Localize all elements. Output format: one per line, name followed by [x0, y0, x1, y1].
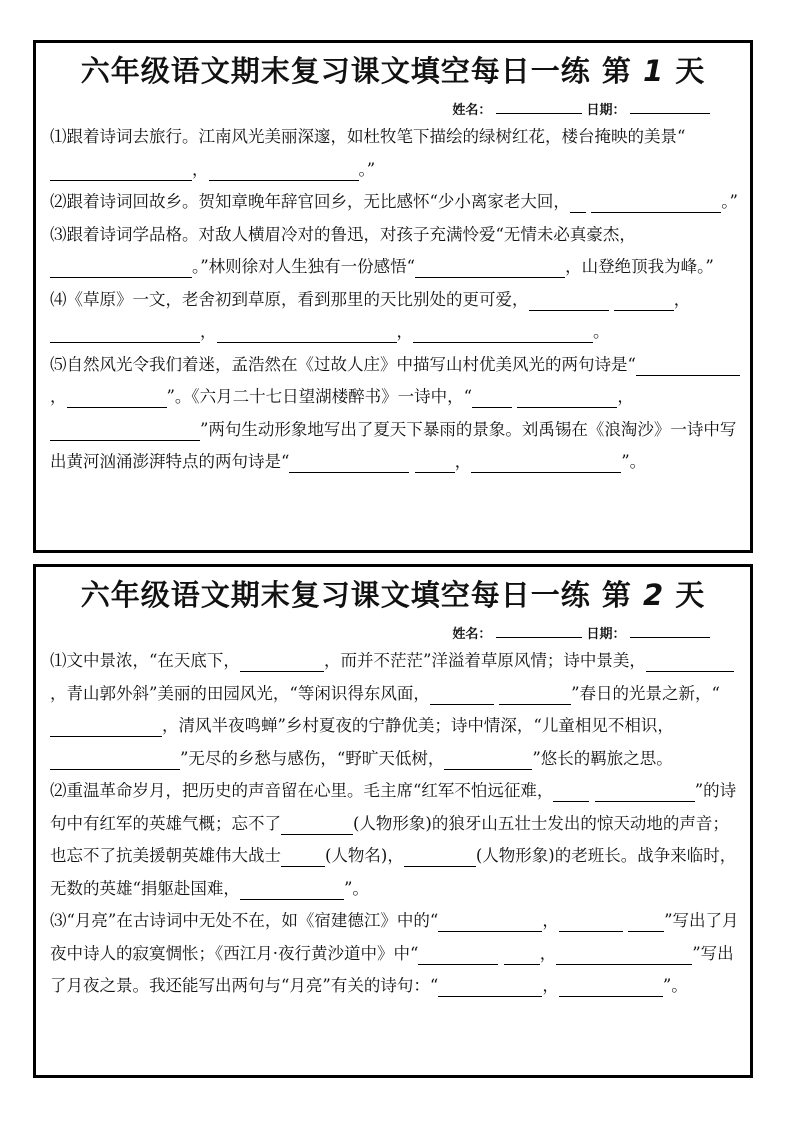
answer-blank[interactable] — [444, 747, 532, 770]
answer-blank[interactable] — [415, 450, 455, 473]
date-label: 日期： — [586, 627, 626, 642]
answer-blank[interactable] — [50, 714, 162, 737]
card-title — [36, 49, 750, 93]
question-list — [50, 645, 740, 1003]
answer-blank[interactable] — [50, 255, 192, 278]
date-blank[interactable] — [630, 623, 710, 638]
question-text: ”无尽的乡愁与感伤，“野旷天低树， — [180, 748, 445, 768]
title-text: 六年级语文期末复习课文填空每日一练 — [80, 54, 591, 88]
question-text: ，青山郭外斜”美丽的田园风光，“等闲识得东风面， — [50, 683, 430, 703]
title-day-number: 2 — [642, 578, 665, 612]
answer-blank[interactable] — [418, 942, 498, 965]
answer-blank[interactable] — [472, 385, 512, 408]
answer-blank[interactable] — [517, 385, 617, 408]
answer-blank[interactable] — [628, 909, 664, 932]
question-text: ⑵跟着诗词回故乡。贺知章晚年辞官回乡，无比感怀“少小离家老大回， — [50, 192, 570, 211]
answer-blank[interactable] — [404, 844, 476, 867]
question-1 — [50, 121, 740, 186]
question-text: ， — [542, 911, 559, 930]
question-text: ，而并不茫茫”洋溢着草原风情；诗中景美， — [323, 651, 646, 670]
question-2 — [50, 775, 740, 905]
question-text: ，山登绝顶我为峰。” — [565, 257, 714, 276]
title-day-prefix: 第 — [601, 54, 632, 88]
question-text: ”的诗句中有红军的英雄气概；忘不了 — [50, 781, 737, 833]
title-day-prefix: 第 — [601, 578, 632, 612]
answer-blank[interactable] — [50, 747, 180, 770]
answer-blank[interactable] — [614, 288, 674, 311]
question-3 — [50, 905, 740, 1003]
name-blank[interactable] — [496, 623, 582, 638]
question-text: ”春日的光景之新，“ — [571, 683, 720, 703]
answer-blank[interactable] — [240, 877, 344, 900]
question-text: 。”林则徐对人生独有一份感悟“ — [192, 257, 416, 276]
name-label: 姓名： — [452, 627, 492, 642]
answer-blank[interactable] — [570, 190, 586, 213]
answer-blank[interactable] — [217, 320, 397, 343]
question-text: ”。《六月二十七日望湖楼醉书》一诗中，“ — [166, 387, 473, 406]
title-day-suffix: 天 — [675, 54, 706, 88]
question-text: ”。 — [621, 452, 647, 471]
question-text: ⑶跟着诗词学品格。对敌人横眉冷对的鲁迅，对孩子充满怜爱“无情未必真豪杰， — [50, 224, 636, 244]
answer-blank[interactable] — [499, 682, 571, 705]
question-text: ， — [396, 322, 413, 341]
question-text: ， — [200, 322, 217, 341]
answer-blank[interactable] — [559, 974, 663, 997]
answer-blank[interactable] — [529, 288, 609, 311]
question-text: ”写出了月夜之景。我还能写出两句与“月亮”有关的诗句：“ — [50, 943, 734, 995]
answer-blank[interactable] — [636, 353, 740, 376]
name-date-row — [452, 623, 710, 645]
worksheet-card-day-2 — [33, 564, 753, 1078]
question-text: (人物形象)的老班长。战争来临时，无数的英雄“捐躯赴国难， — [50, 846, 737, 898]
question-text: 。” — [358, 159, 376, 179]
question-text: 。 — [593, 322, 610, 341]
question-list — [50, 121, 740, 479]
question-2 — [50, 186, 740, 219]
answer-blank[interactable] — [471, 450, 621, 473]
answer-blank[interactable] — [646, 649, 734, 672]
question-text: ， — [454, 452, 472, 471]
answer-blank[interactable] — [438, 909, 542, 932]
question-text: ”悠长的羁旅之思。 — [532, 748, 673, 768]
answer-blank[interactable] — [50, 158, 192, 181]
question-text: ， — [542, 976, 559, 995]
question-text: (人物名)， — [325, 846, 404, 865]
question-text: ⑶“月亮”在古诗词中无处不在，如《宿建德江》中的“ — [50, 911, 439, 930]
question-text: ， — [617, 387, 634, 406]
answer-blank[interactable] — [504, 942, 540, 965]
answer-blank[interactable] — [559, 909, 623, 932]
question-text: ， — [50, 387, 67, 406]
question-text: ⑴跟着诗词去旅行。江南风光美丽深邃，如杜牧笔下描绘的绿树红花，楼台掩映的美景“ — [50, 127, 686, 146]
answer-blank[interactable] — [281, 812, 353, 835]
question-text: (人物形象)的狼牙山五壮士发出的惊天动地的声音；也忘不了抗美援朝英雄伟大战士 — [50, 813, 729, 865]
question-text: 。” — [721, 192, 738, 211]
answer-blank[interactable] — [415, 255, 565, 278]
date-label: 日期： — [586, 103, 626, 118]
question-text: ，清风半夜鸣蝉”乡村夏夜的宁静优美；诗中情深，“儿童相见不相识， — [162, 716, 674, 735]
name-blank[interactable] — [496, 99, 582, 114]
answer-blank[interactable] — [553, 779, 589, 802]
question-text: ”。 — [343, 878, 369, 898]
worksheet-card-day-1 — [33, 40, 753, 553]
question-text: ， — [192, 159, 209, 179]
answer-blank[interactable] — [430, 682, 494, 705]
title-day-number: 1 — [642, 54, 665, 88]
question-text: ”。 — [662, 976, 688, 995]
answer-blank[interactable] — [413, 320, 593, 343]
answer-blank[interactable] — [595, 779, 695, 802]
date-blank[interactable] — [630, 99, 710, 114]
answer-blank[interactable] — [50, 320, 200, 343]
question-text: ⑸自然风光令我们着迷，孟浩然在《过故人庄》中描写山村优美风光的两句诗是“ — [50, 354, 636, 374]
question-4 — [50, 284, 740, 349]
answer-blank[interactable] — [289, 450, 409, 473]
question-text: ”写出了月夜中诗人的寂寞惆怅；《西江月·夜行黄沙道中》中“ — [50, 911, 739, 963]
question-text: ， — [539, 943, 557, 963]
answer-blank[interactable] — [556, 942, 692, 965]
question-text: ⑷《草原》一文，老舍初到草原，看到那里的天比别处的更可爱， — [50, 289, 529, 309]
answer-blank[interactable] — [438, 974, 542, 997]
answer-blank[interactable] — [67, 385, 167, 408]
answer-blank[interactable] — [240, 649, 324, 672]
question-text: ⑴文中景浓，“在天底下， — [50, 651, 240, 670]
question-3 — [50, 219, 740, 284]
answer-blank[interactable] — [209, 158, 359, 181]
answer-blank[interactable] — [281, 844, 325, 867]
question-5 — [50, 349, 740, 479]
question-text: ⑵重温革命岁月，把历史的声音留在心里。毛主席“红军不怕远征难， — [50, 781, 554, 800]
answer-blank[interactable] — [591, 190, 721, 213]
title-day-suffix: 天 — [675, 578, 706, 612]
title-text: 六年级语文期末复习课文填空每日一练 — [80, 578, 591, 612]
name-date-row — [452, 99, 710, 121]
card-title — [36, 573, 750, 617]
answer-blank[interactable] — [50, 418, 200, 441]
question-text: ， — [673, 289, 691, 309]
question-1 — [50, 645, 740, 775]
name-label: 姓名： — [452, 103, 492, 118]
question-text: ”两句生动形象地写出了夏天下暴雨的景象。刘禹锡在《浪淘沙》一诗中写出黄河汹涌澎湃特点的两句诗是“ — [50, 419, 737, 471]
